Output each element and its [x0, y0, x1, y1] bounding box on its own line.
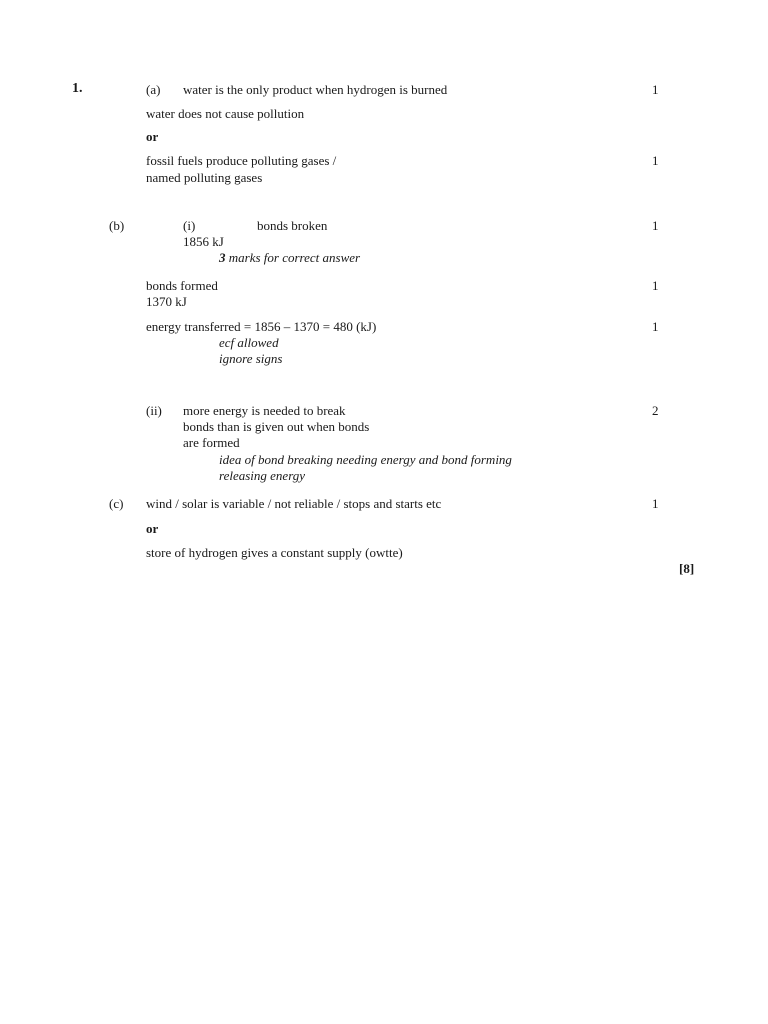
- part-b-ii-label: (ii): [146, 403, 162, 418]
- marks-note-text: marks for correct answer: [225, 250, 361, 265]
- marks-note: [219, 250, 360, 266]
- part-b-ii-note1: idea of bond breaking needing energy and bond forming: [219, 452, 512, 467]
- bonds-formed-label: bonds formed: [146, 278, 218, 293]
- part-b-ii-line3: are formed: [183, 435, 240, 450]
- part-b-label: (b): [109, 218, 125, 233]
- part-c-line1: wind / solar is variable / not reliable / stops and starts etc: [146, 496, 442, 511]
- part-c-line2: store of hydrogen gives a constant supply (owtte): [146, 545, 403, 560]
- part-b-ii-line1: more energy is needed to break: [183, 403, 346, 418]
- part-b-ii-note2: releasing energy: [219, 468, 306, 483]
- energy-transferred-mark: 1: [652, 319, 659, 334]
- part-c-or: or: [146, 521, 159, 536]
- part-a-line3: fossil fuels produce polluting gases /: [146, 153, 337, 168]
- part-a-line2: water does not cause pollution: [146, 106, 305, 121]
- ecf-note: ecf allowed: [219, 335, 279, 350]
- part-b-ii-line2: bonds than is given out when bonds: [183, 419, 370, 434]
- part-b-ii-mark: 2: [652, 403, 659, 418]
- bonds-formed-mark: 1: [652, 278, 659, 293]
- part-b-i-label: (i): [183, 218, 196, 233]
- part-a-or: or: [146, 129, 159, 144]
- bonds-formed-value: 1370 kJ: [146, 294, 187, 309]
- bonds-broken-label: bonds broken: [257, 218, 328, 233]
- bonds-broken-value: 1856 kJ: [183, 234, 224, 249]
- energy-transferred: energy transferred = 1856 – 1370 = 480 (kJ): [146, 319, 377, 334]
- part-a-line1-mark: 1: [652, 82, 659, 97]
- part-a-line1: water is the only product when hydrogen is burned: [183, 82, 448, 97]
- part-a-label: (a): [146, 82, 161, 97]
- bonds-broken-mark: 1: [652, 218, 659, 233]
- part-a-line3-mark: 1: [652, 153, 659, 168]
- signs-note: ignore signs: [219, 351, 283, 366]
- part-c-line1-mark: 1: [652, 496, 659, 511]
- total-marks: [8]: [679, 561, 695, 576]
- part-a-line4: named polluting gases: [146, 170, 263, 185]
- question-number: 1.: [72, 81, 83, 96]
- part-c-label: (c): [109, 496, 124, 511]
- marks-note-number: 3: [219, 250, 226, 265]
